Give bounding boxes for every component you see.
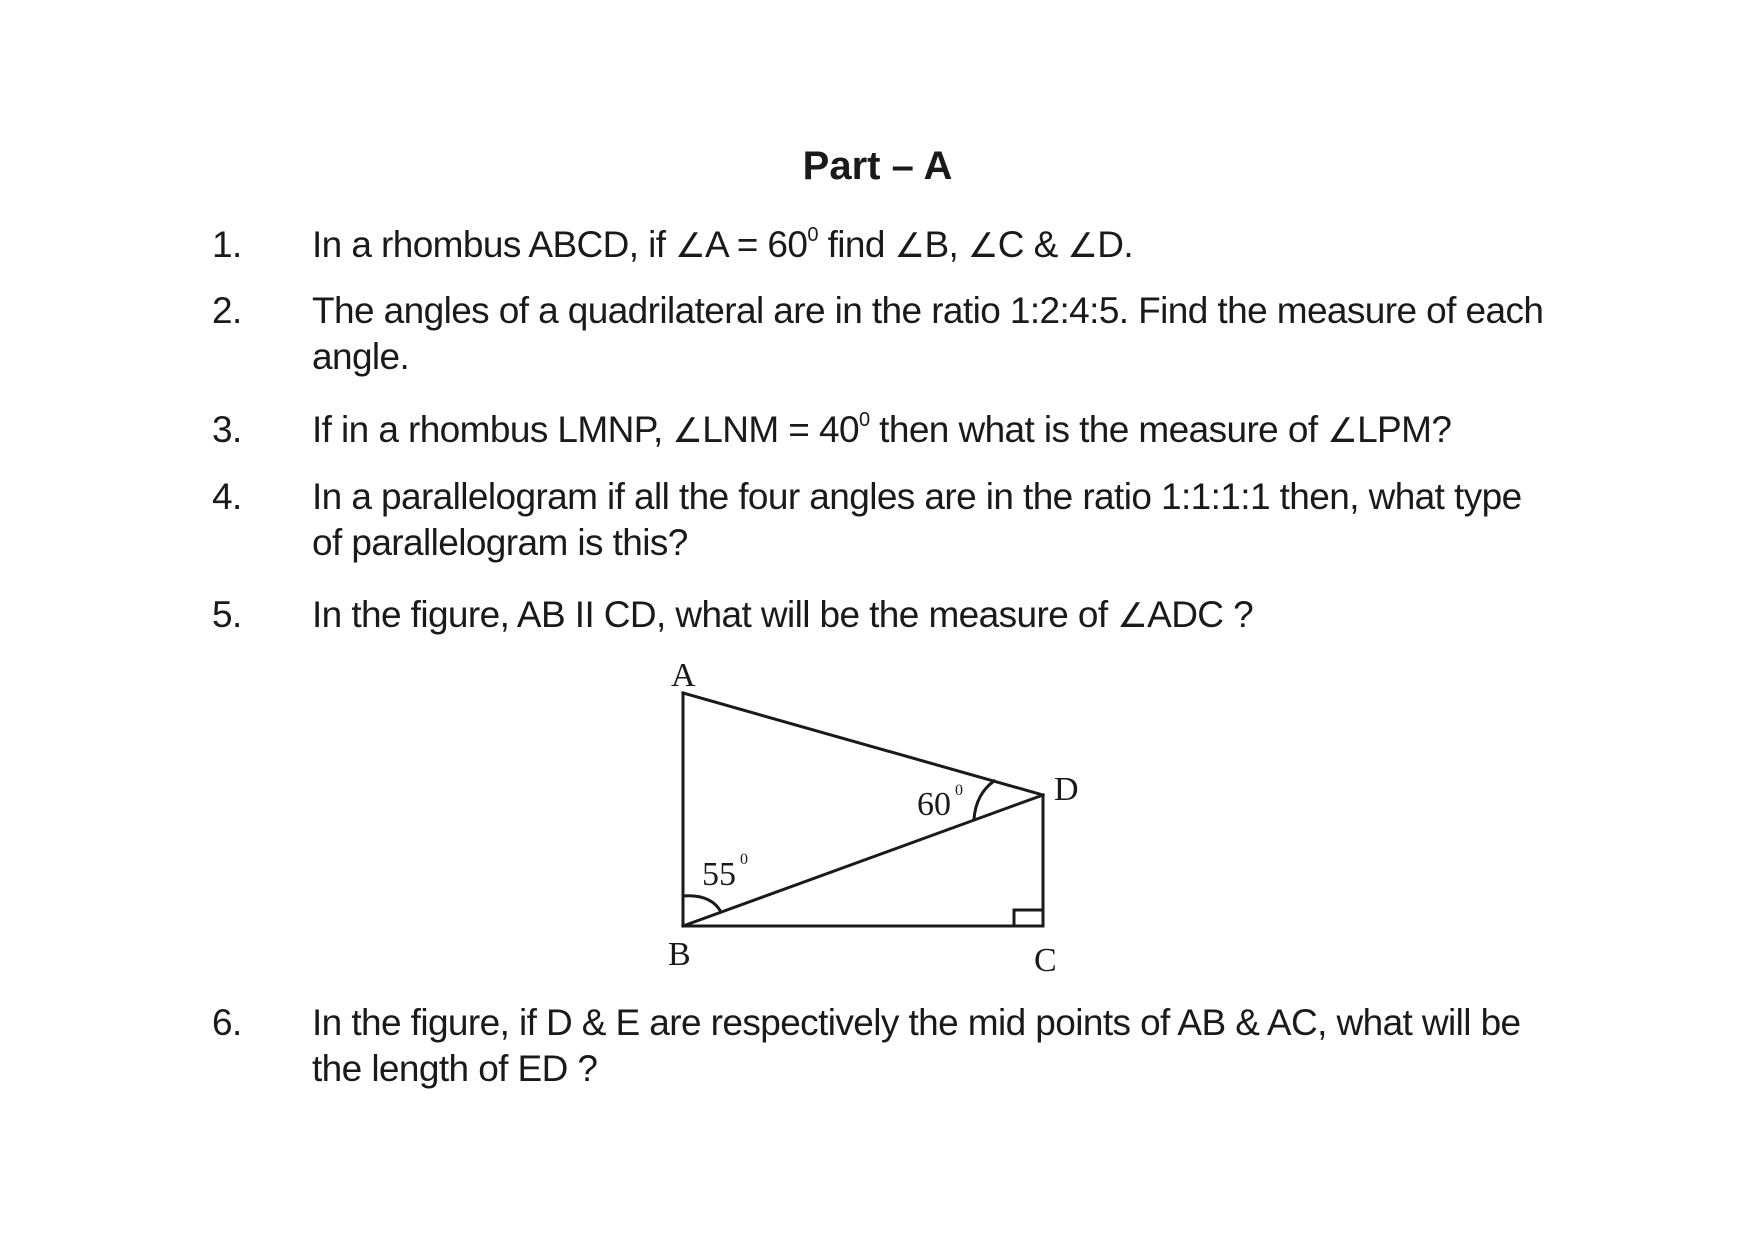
segment-bd: [683, 795, 1043, 926]
vertex-label-b: B: [668, 936, 691, 973]
question-number: 2.: [212, 290, 242, 331]
question-text: In the figure, AB II CD, what will be the measure of ∠ADC ?: [312, 594, 1254, 635]
section-heading: Part – A: [802, 144, 953, 188]
angle-label-d: 60: [917, 786, 951, 823]
trapezium-figure: [640, 655, 1100, 985]
question-text: The angles of a quadrilateral are in the ratio 1:2:4:5. Find the measure of each angle.: [312, 290, 1544, 377]
vertex-label-c: C: [1034, 942, 1057, 979]
question-text: In a parallelogram if all the four angles are in the ratio 1:1:1:1 then, what type of parallelogram is this?: [312, 476, 1522, 563]
vertex-label-a: A: [671, 657, 696, 694]
question-number: 5.: [212, 594, 242, 635]
right-angle-mark: [1014, 910, 1043, 926]
vertex-label-d: D: [1054, 771, 1079, 808]
question-number: 4.: [212, 476, 242, 517]
question-text: In a rhombus ABCD, if ∠A = $60^0$ find ∠B, ∠C & ∠D.: [312, 224, 1134, 265]
question-number: 1.: [212, 224, 242, 265]
angle-arc-b: [683, 896, 721, 912]
angle-label-b: 55: [702, 856, 736, 893]
question-text: In the figure, if D & E are respectively the mid points of AB & AC, what will be the length of ED ?: [312, 1002, 1521, 1089]
segment-ad: [683, 693, 1043, 795]
angle-degree-b: 0: [740, 851, 748, 868]
question-text: If in a rhombus LMNP, ∠LNM = $40^0$ then what is the measure of ∠LPM?: [312, 409, 1452, 450]
question-number: 6.: [212, 1002, 242, 1043]
question-number: 3.: [212, 409, 242, 450]
angle-degree-d: 0: [955, 782, 963, 799]
